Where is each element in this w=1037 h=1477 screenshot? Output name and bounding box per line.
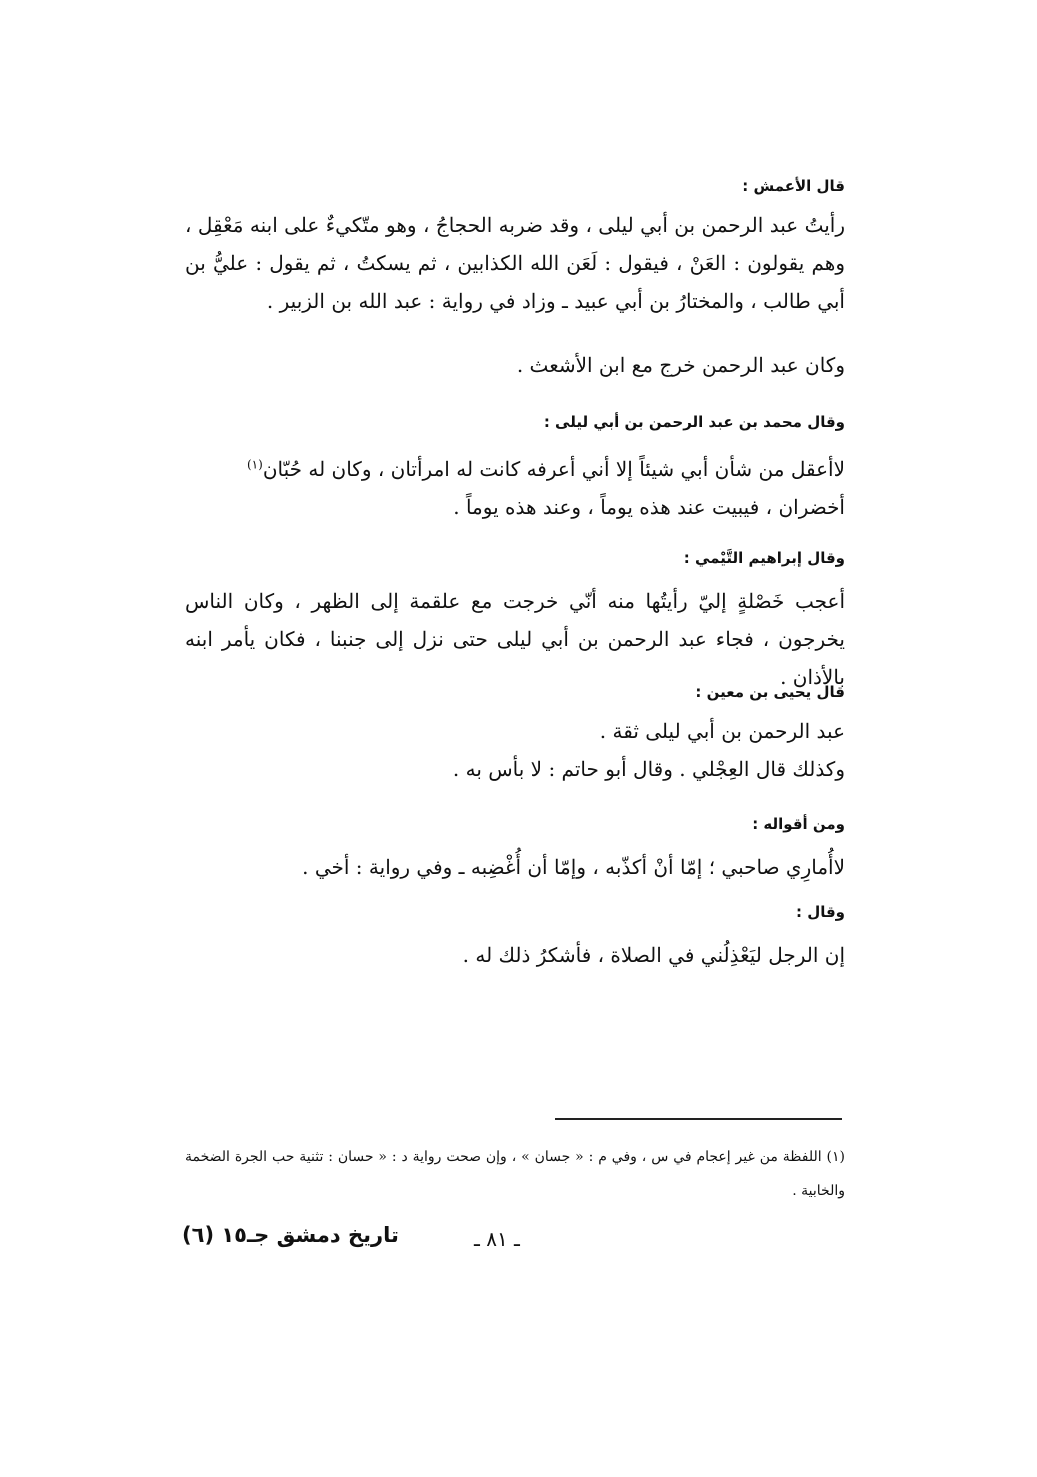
section-muhammad xyxy=(185,412,845,526)
footnote: (١) اللفظة من غير إعجام في س ، وفي م : « جسان » ، وإن صحت رواية د : « حسان : تثنية حب الجرة الضخمة والخابية . xyxy=(185,1149,845,1199)
paragraph xyxy=(185,450,845,488)
footnote-separator xyxy=(555,1118,842,1120)
paragraph: وكذلك قال العِجْلي . وقال أبو حاتم : لا بأس به . xyxy=(452,757,845,781)
paragraph: رأيتُ عبد الرحمن بن أبي ليلى ، وقد ضربه الحجاجُ ، وهو متّكيءٌ على ابنه مَعْقِل ، وهم يقولون : العَنْ ، فيقول : لَعَن الله الكذابين ، ثم يسكتُ ، ثم يقول : عليُّ بن أبي طالب ، والمختارُ بن أبي عبيد ـ وزاد في رواية : عبد الله بن الزبير . xyxy=(185,213,845,313)
paragraph: أعجب خَصْلةٍ إليّ رأيتُها منه أنّي خرجت مع علقمة إلى الظهر ، وكان الناس يخرجون ، فجاء عبد الرحمن بن أبي ليلى حتى نزل إلى جنبنا ، فكان يأمر ابنه بالأذان . xyxy=(185,589,845,689)
paragraph: إن الرجل ليَعْذِلُني في الصلاة ، فأشكرُ ذلك له . xyxy=(462,943,845,967)
paragraph: لاأُمارِي صاحبي ؛ إمّا أنْ أكذّبه ، وإمّا أن أُغْضِبه ـ وفي رواية : أخي . xyxy=(302,855,845,879)
section-heading: قال الأعمش : xyxy=(742,177,845,195)
section-ibrahim xyxy=(185,548,845,696)
section-heading: وقال إبراهيم التَّيْمي : xyxy=(683,549,845,567)
section-heading: قال يحيى بن معين : xyxy=(695,683,845,701)
page-number: ـ ٨١ ـ xyxy=(474,1227,520,1251)
paragraph: عبد الرحمن بن أبي ليلى ثقة . xyxy=(599,719,845,743)
section-yahya xyxy=(185,682,845,788)
section-wa-qal xyxy=(185,902,845,974)
footnote-marker[interactable]: (١) xyxy=(246,457,263,472)
section-heading: وقال محمد بن عبد الرحمن بن أبي ليلى : xyxy=(543,413,845,431)
paragraph: وكان عبد الرحمن خرج مع ابن الأشعث . xyxy=(516,353,845,377)
section-al-amash-cont xyxy=(185,346,845,384)
section-heading: ومن أقواله : xyxy=(752,815,845,833)
running-title: تاريخ دمشق جـ١٥ (٦) xyxy=(182,1223,399,1247)
section-heading: وقال : xyxy=(795,903,845,921)
section-al-amash xyxy=(185,176,845,320)
section-aqwal xyxy=(185,814,845,886)
paragraph: أخضران ، فيبيت عند هذه يوماً ، وعند هذه يوماً . xyxy=(453,495,845,519)
paragraph-text: لاأعقل من شأن أبي شيئاً إلا أني أعرفه كانت له امرأتان ، وكان له حُبّان xyxy=(262,457,845,481)
